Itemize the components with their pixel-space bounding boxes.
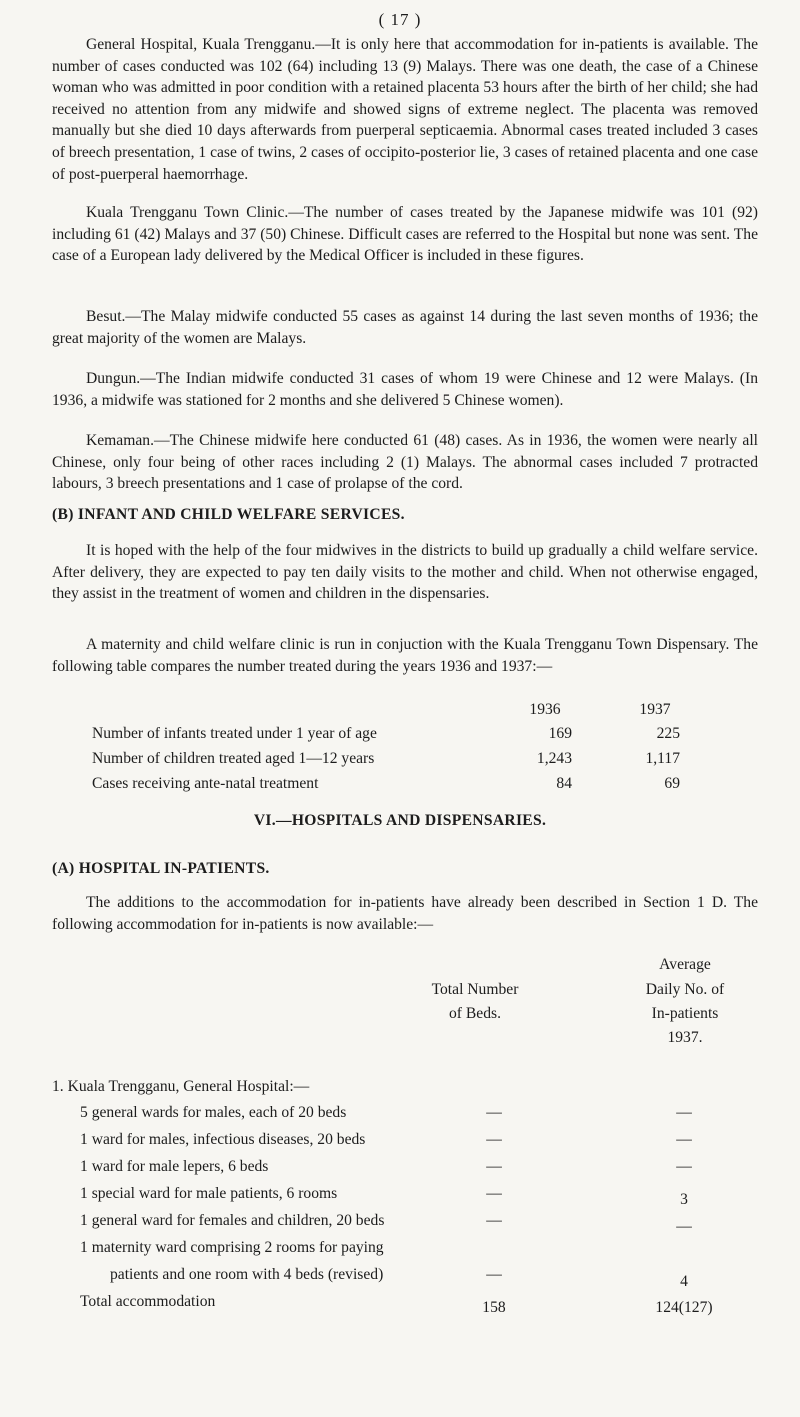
paragraph-town-clinic: Kuala Trengganu Town Clinic.—The number of cases treated by the Japanese midwife was 101 (92) including 61 (42) Malays and 37 (50) Chinese. Difficult cases are referred to the Hospital but none was sent. The case of a European lady delivered by the Medical Officer is included in these figures.: [52, 204, 758, 265]
beds-cell: 124(127): [655, 1299, 713, 1316]
beds-cell: —: [676, 1104, 692, 1121]
beds-cell: —: [486, 1212, 502, 1229]
beds-cell: —: [486, 1185, 502, 1202]
paragraph-kemaman: Kemaman.—The Chinese midwife here conducted 61 (48) cases. As in 1936, the women were nearly all Chinese, only four being of other races including 2 (1) Malays. The abnormal cases included 7 protracted labours, 3 breech presentations and 1 case of prolapse of the cord.: [52, 432, 758, 493]
beds-col-avg-line1: Average: [659, 956, 711, 973]
paragraph-maternity-clinic: A maternity and child welfare clinic is run in conjuction with the Kuala Trengganu Town Dispensary. The following table compares the number treated during the years 1936 and 1937:—: [52, 636, 758, 675]
heading-hospitals-dispensaries: VI.—HOSPITALS AND DISPENSARIES.: [253, 812, 547, 829]
beds-row-label: 1 maternity ward comprising 2 rooms for paying: [80, 1239, 384, 1256]
beds-row-label: patients and one room with 4 beds (revised): [110, 1266, 384, 1283]
beds-row-label: Total accommodation: [80, 1293, 216, 1310]
beds-cell: —: [676, 1158, 692, 1175]
paragraph-general-hospital: General Hospital, Kuala Trengganu.—It is only here that accommodation for in-patients is available. The number of cases conducted was 102 (64) including 13 (9) Malays. There was one death, the case of a Chinese woman who was admitted in poor condition with a retained placenta 53 hours after the birth of her child; she had received no attention from any midwife and showed signs of extreme neglect. The placenta was removed manually but she died 10 days afterwards from puerperal septicaemia. Abnormal cases treated included 3 cases of breech presentation, 1 case of twins, 2 cases of occipito-posterior lie, 3 cases of retained placenta and one case of post-puerperal haemorrhage.: [52, 36, 758, 183]
beds-cell: —: [486, 1104, 502, 1121]
page-number: ( 17 ): [378, 10, 422, 29]
beds-col-avg-line4: 1937.: [667, 1029, 703, 1046]
beds-col-total-line2: of Beds.: [449, 1005, 501, 1022]
welfare-col-1936: 1936: [529, 701, 561, 718]
beds-cell: 4: [680, 1273, 688, 1290]
beds-row-label: 1 special ward for male patients, 6 rooms: [80, 1185, 338, 1202]
welfare-cell: 225: [656, 725, 680, 742]
welfare-cell: 1,243: [536, 750, 572, 767]
heading-hospital-inpatients: (A) HOSPITAL IN-PATIENTS.: [52, 860, 270, 877]
paragraph-dungun: Dungun.—The Indian midwife conducted 31 cases of whom 19 were Chinese and 12 were Malays. (In 1936, a midwife was stationed for 2 months and she delivered 5 Chinese women).: [52, 370, 758, 409]
beds-row-label: 1 ward for males, infectious diseases, 20 beds: [80, 1131, 366, 1148]
welfare-row-label: Cases receiving ante-natal treatment: [92, 775, 319, 792]
beds-cell: —: [676, 1218, 692, 1235]
beds-col-avg-line2: Daily No. of: [645, 981, 725, 998]
welfare-cell: 84: [556, 775, 572, 792]
beds-cell: —: [486, 1266, 502, 1283]
beds-col-total-line1: Total Number: [431, 981, 519, 998]
welfare-row-label: Number of children treated aged 1—12 years: [92, 750, 375, 767]
paragraph-accommodation: The additions to the accommodation for in-patients have already been described in Section 1 D. The following accommodation for in-patients is now available:—: [52, 894, 758, 933]
paragraph-besut: Besut.—The Malay midwife conducted 55 cases as against 14 during the last seven months of 1936; the great majority of the women are Malays.: [52, 308, 758, 347]
paragraph-child-welfare: It is hoped with the help of the four midwives in the districts to build up gradually a child welfare service. After delivery, they are expected to pay ten daily visits to the mother and child. When not otherwise engaged, they assist in the treatment of women and children in the dispensaries.: [52, 542, 758, 603]
beds-cell: —: [486, 1131, 502, 1148]
welfare-cell: 1,117: [645, 750, 680, 767]
heading-infant-child-welfare: (B) INFANT AND CHILD WELFARE SERVICES.: [52, 506, 405, 523]
welfare-row-label: Number of infants treated under 1 year of age: [92, 725, 377, 742]
beds-cell: —: [676, 1131, 692, 1148]
beds-cell: 3: [680, 1191, 688, 1208]
welfare-cell: 169: [548, 725, 572, 742]
welfare-cell: 69: [664, 775, 680, 792]
beds-row-label: 5 general wards for males, each of 20 beds: [80, 1104, 347, 1121]
beds-row-label: 1 ward for male lepers, 6 beds: [80, 1158, 269, 1175]
beds-cell: 158: [482, 1299, 506, 1316]
beds-section-label: 1. Kuala Trengganu, General Hospital:—: [52, 1078, 310, 1095]
beds-row-label: 1 general ward for females and children, 20 beds: [80, 1212, 385, 1229]
welfare-col-1937: 1937: [639, 701, 671, 718]
beds-cell: —: [486, 1158, 502, 1175]
beds-col-avg-line3: In-patients: [651, 1005, 719, 1022]
